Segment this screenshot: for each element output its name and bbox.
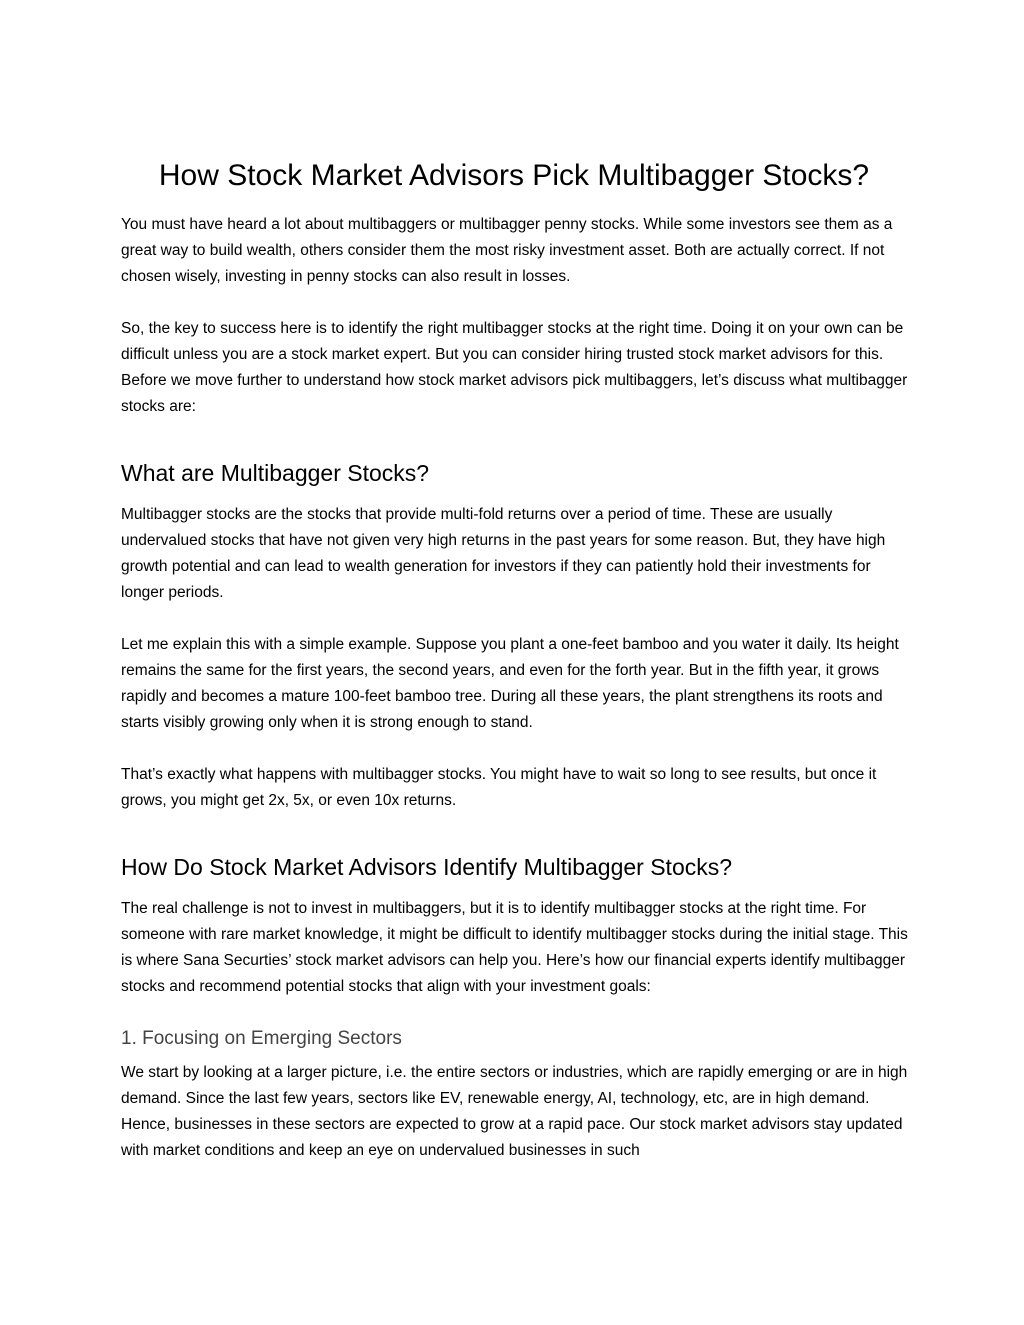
paragraph-gap <box>121 736 911 762</box>
subsection-heading-emerging-sectors: 1. Focusing on Emerging Sectors <box>121 1028 402 1049</box>
paragraph-gap <box>121 606 911 632</box>
section1-paragraph-2: Let me explain this with a simple example. Suppose you plant a one-feet bamboo and you water it daily. Its height remains the same for the first years, the second years, and even for the forth year. But in the fifth year, it grows rapidly and becomes a mature 100-feet bamboo tree. During all these years, the plant strengthens its roots and starts visibly growing only when it is strong enough to stand. <box>121 636 899 731</box>
document-body <box>121 154 911 1164</box>
paragraph-gap <box>121 290 911 316</box>
section-heading-how-advisors-identify: How Do Stock Market Advisors Identify Multibagger Stocks? <box>121 854 733 880</box>
subsection1-paragraph: We start by looking at a larger picture, i.e. the entire sectors or industries, which are rapidly emerging or are in high demand. Since the last few years, sectors like EV, renewable energy, AI, technology, etc, are in high demand. Hence, businesses in these sectors are expected to grow at a rapid pace. Our stock market advisors stay updated with market conditions and keep an eye on undervalued businesses in such <box>121 1064 908 1159</box>
section-heading-what-are-multibaggers: What are Multibagger Stocks? <box>121 460 430 486</box>
intro-paragraph-1: You must have heard a lot about multibaggers or multibagger penny stocks. While some investors see them as a great way to build wealth, others consider them the most risky investment asset. Both are actually correct. If not chosen wisely, investing in penny stocks can also result in losses. <box>121 216 893 285</box>
section2-paragraph-1: The real challenge is not to invest in multibaggers, but it is to identify multibagger stocks at the right time. For someone with rare market knowledge, it might be difficult to identify multibagger stocks during the initial stage. This is where Sana Securties’ stock market advisors can help you. Here’s how our financial experts identify multibagger stocks and recommend potential stocks that align with your investment goals: <box>121 900 908 995</box>
section1-paragraph-1: Multibagger stocks are the stocks that provide multi-fold returns over a period of time. These are usually undervalued stocks that have not given very high returns in the past years for some reason. But, they have high growth potential and can lead to wealth generation for investors if they can patiently hold their investments for longer periods. <box>121 506 886 601</box>
intro-paragraph-2: So, the key to success here is to identify the right multibagger stocks at the right time. Doing it on your own can be difficult unless you are a stock market expert. But you can consider hiring trusted stock market advisors for this. Before we move further to understand how stock market advisors pick multibaggers, let’s discuss what multibagger stocks are: <box>121 320 908 415</box>
section1-paragraph-3: That’s exactly what happens with multibagger stocks. You might have to wait so long to see results, but once it grows, you might get 2x, 5x, or even 10x returns. <box>121 766 877 809</box>
page-title: How Stock Market Advisors Pick Multibagger Stocks? <box>158 159 870 192</box>
